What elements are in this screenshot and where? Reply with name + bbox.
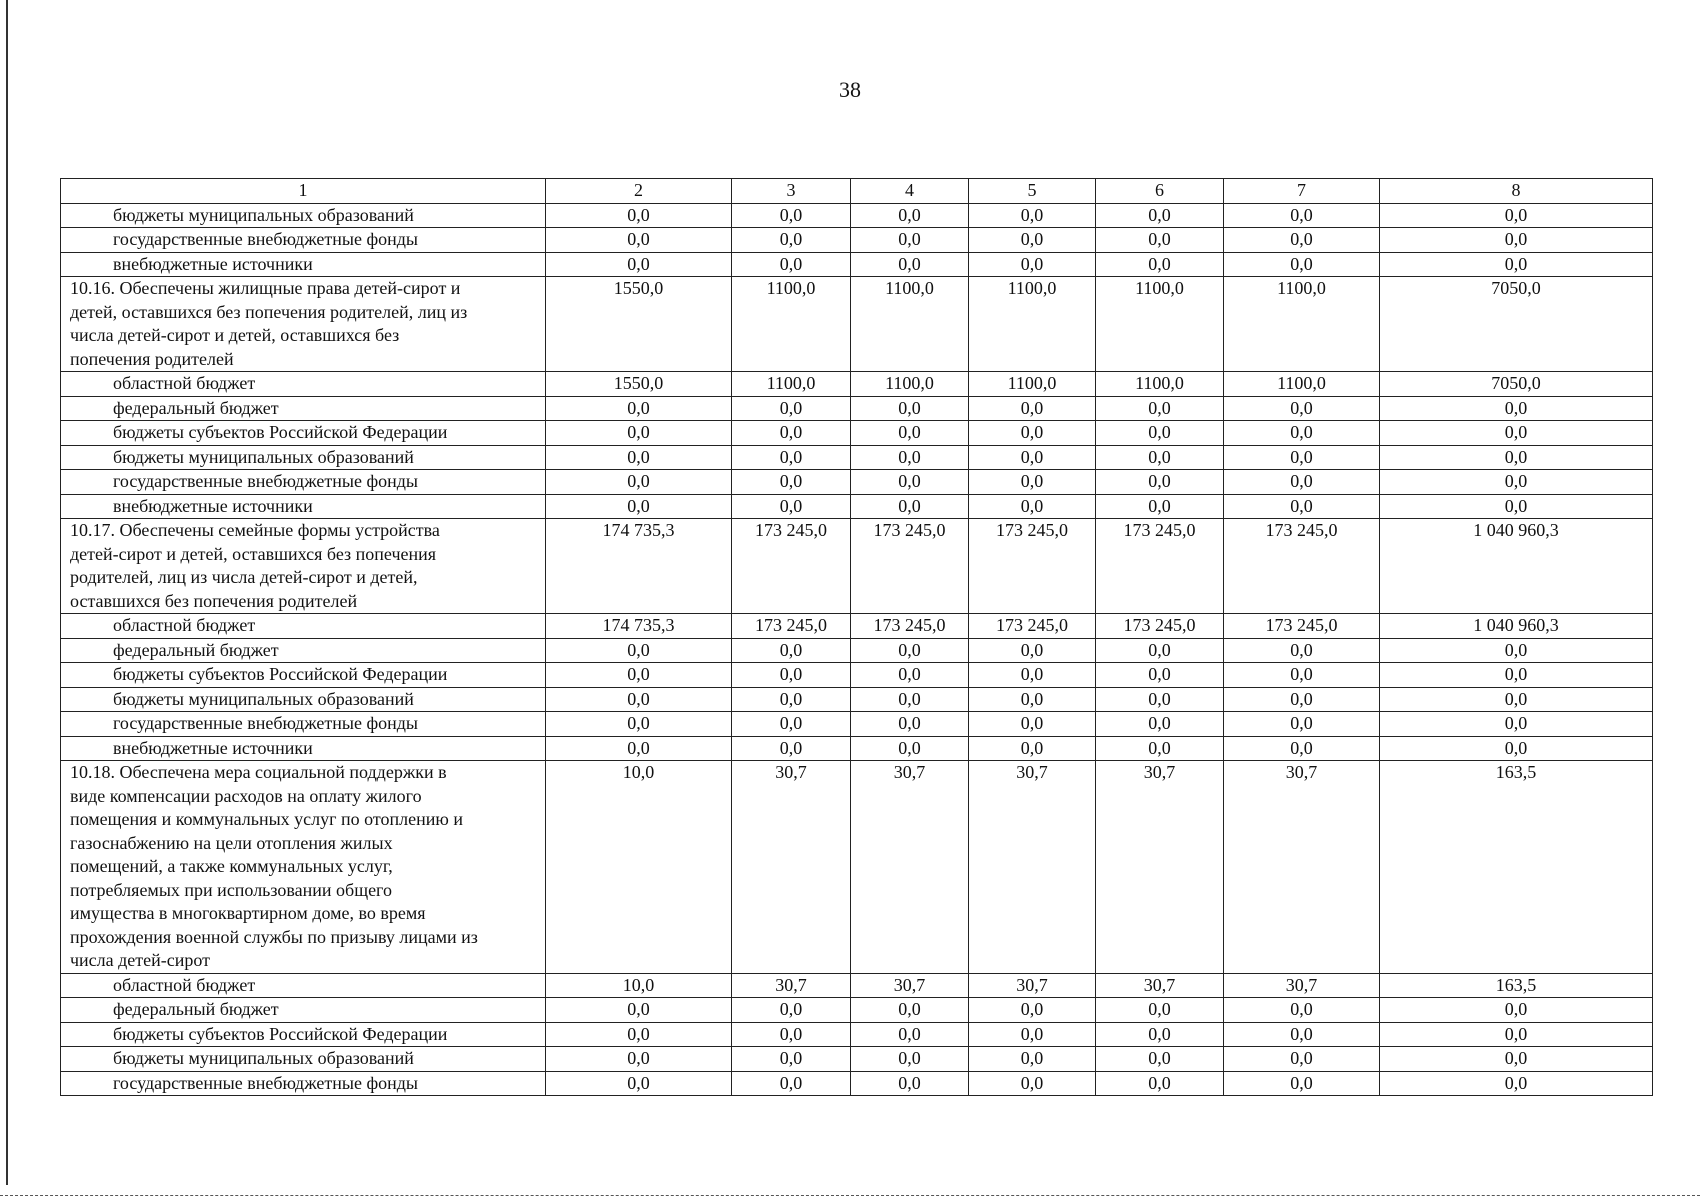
value-cell: 0,0 <box>969 736 1096 761</box>
value-cell: 0,0 <box>546 252 732 277</box>
value-cell: 30,7 <box>969 761 1096 974</box>
row-label: бюджеты субъектов Российской Федерации <box>61 421 546 446</box>
row-label: 10.17. Обеспечены семейные формы устройства детей-сирот и детей, оставшихся без попечения родителей, лиц из числа детей-сирот и детей, оставшихся без попечения родителей <box>61 519 546 614</box>
value-cell: 0,0 <box>1096 998 1224 1023</box>
value-cell: 1550,0 <box>546 277 732 372</box>
value-cell: 0,0 <box>851 228 969 253</box>
column-header: 6 <box>1096 179 1224 204</box>
column-header: 4 <box>851 179 969 204</box>
value-cell: 0,0 <box>851 663 969 688</box>
value-cell: 0,0 <box>546 445 732 470</box>
value-cell: 0,0 <box>851 1022 969 1047</box>
value-cell: 1100,0 <box>969 372 1096 397</box>
page-number: 38 <box>839 77 861 102</box>
value-cell: 0,0 <box>1224 998 1380 1023</box>
value-cell: 0,0 <box>1224 421 1380 446</box>
value-cell: 0,0 <box>851 712 969 737</box>
value-cell: 0,0 <box>732 736 851 761</box>
column-header: 5 <box>969 179 1096 204</box>
value-cell: 0,0 <box>969 638 1096 663</box>
value-cell: 173 245,0 <box>1224 614 1380 639</box>
value-cell: 0,0 <box>969 203 1096 228</box>
value-cell: 0,0 <box>1380 687 1653 712</box>
table-row-source <box>61 638 1653 663</box>
value-cell: 0,0 <box>1380 252 1653 277</box>
value-cell: 1100,0 <box>851 372 969 397</box>
value-cell: 7050,0 <box>1380 277 1653 372</box>
value-cell: 0,0 <box>851 736 969 761</box>
value-cell: 0,0 <box>732 638 851 663</box>
value-cell: 0,0 <box>1096 421 1224 446</box>
value-cell: 0,0 <box>1096 1047 1224 1072</box>
table-row-source <box>61 973 1653 998</box>
value-cell: 0,0 <box>969 445 1096 470</box>
table-row-source <box>61 712 1653 737</box>
value-cell: 0,0 <box>1224 1071 1380 1096</box>
value-cell: 1550,0 <box>546 372 732 397</box>
table-row-item <box>61 761 1653 974</box>
value-cell: 0,0 <box>546 736 732 761</box>
value-cell: 0,0 <box>732 1022 851 1047</box>
table-row-source <box>61 203 1653 228</box>
value-cell: 1100,0 <box>969 277 1096 372</box>
value-cell: 0,0 <box>1380 1071 1653 1096</box>
value-cell: 0,0 <box>732 203 851 228</box>
value-cell: 0,0 <box>1224 736 1380 761</box>
row-label: бюджеты субъектов Российской Федерации <box>61 1022 546 1047</box>
value-cell: 1 040 960,3 <box>1380 519 1653 614</box>
row-label: федеральный бюджет <box>61 396 546 421</box>
value-cell: 0,0 <box>851 421 969 446</box>
value-cell: 0,0 <box>969 421 1096 446</box>
value-cell: 173 245,0 <box>1096 519 1224 614</box>
value-cell: 30,7 <box>851 761 969 974</box>
value-cell: 0,0 <box>1380 1022 1653 1047</box>
value-cell: 0,0 <box>546 203 732 228</box>
value-cell: 0,0 <box>1096 712 1224 737</box>
row-label: бюджеты муниципальных образований <box>61 445 546 470</box>
value-cell: 0,0 <box>546 494 732 519</box>
bottom-rule <box>0 1195 1700 1196</box>
value-cell: 0,0 <box>1096 396 1224 421</box>
table-row-source <box>61 228 1653 253</box>
value-cell: 173 245,0 <box>851 519 969 614</box>
value-cell: 30,7 <box>732 973 851 998</box>
value-cell: 0,0 <box>851 396 969 421</box>
value-cell: 0,0 <box>1096 445 1224 470</box>
column-header: 2 <box>546 179 732 204</box>
value-cell: 0,0 <box>1224 203 1380 228</box>
value-cell: 0,0 <box>1096 252 1224 277</box>
value-cell: 0,0 <box>732 1071 851 1096</box>
value-cell: 0,0 <box>1380 470 1653 495</box>
value-cell: 0,0 <box>1380 396 1653 421</box>
row-label: внебюджетные источники <box>61 252 546 277</box>
value-cell: 0,0 <box>546 1071 732 1096</box>
value-cell: 1100,0 <box>851 277 969 372</box>
value-cell: 30,7 <box>969 973 1096 998</box>
row-label: 10.16. Обеспечены жилищные права детей-сирот и детей, оставшихся без попечения родителей, лиц из числа детей-сирот и детей, оставшихся без попечения родителей <box>61 277 546 372</box>
value-cell: 30,7 <box>732 761 851 974</box>
value-cell: 0,0 <box>1096 736 1224 761</box>
row-label: бюджеты муниципальных образований <box>61 687 546 712</box>
row-label: областной бюджет <box>61 614 546 639</box>
row-label: государственные внебюджетные фонды <box>61 470 546 495</box>
row-label: бюджеты субъектов Российской Федерации <box>61 663 546 688</box>
value-cell: 0,0 <box>851 998 969 1023</box>
value-cell: 0,0 <box>732 712 851 737</box>
value-cell: 0,0 <box>1224 687 1380 712</box>
value-cell: 0,0 <box>546 421 732 446</box>
value-cell: 0,0 <box>1380 638 1653 663</box>
value-cell: 173 245,0 <box>732 614 851 639</box>
value-cell: 0,0 <box>732 445 851 470</box>
value-cell: 0,0 <box>732 252 851 277</box>
value-cell: 0,0 <box>1224 494 1380 519</box>
value-cell: 174 735,3 <box>546 614 732 639</box>
value-cell: 0,0 <box>1096 638 1224 663</box>
table-row-source <box>61 252 1653 277</box>
value-cell: 0,0 <box>969 494 1096 519</box>
value-cell: 0,0 <box>851 445 969 470</box>
value-cell: 30,7 <box>851 973 969 998</box>
table-row-source <box>61 1022 1653 1047</box>
value-cell: 0,0 <box>1224 1022 1380 1047</box>
page-left-edge <box>6 0 8 1185</box>
value-cell: 0,0 <box>1224 396 1380 421</box>
row-label: федеральный бюджет <box>61 638 546 663</box>
value-cell: 173 245,0 <box>969 519 1096 614</box>
row-label: государственные внебюджетные фонды <box>61 712 546 737</box>
value-cell: 0,0 <box>1224 445 1380 470</box>
value-cell: 0,0 <box>851 638 969 663</box>
value-cell: 0,0 <box>1380 1047 1653 1072</box>
value-cell: 0,0 <box>969 712 1096 737</box>
value-cell: 0,0 <box>1224 712 1380 737</box>
value-cell: 0,0 <box>1224 1047 1380 1072</box>
value-cell: 0,0 <box>851 203 969 228</box>
row-label: федеральный бюджет <box>61 998 546 1023</box>
column-header: 7 <box>1224 179 1380 204</box>
value-cell: 1100,0 <box>1224 277 1380 372</box>
value-cell: 0,0 <box>546 998 732 1023</box>
value-cell: 0,0 <box>1224 638 1380 663</box>
value-cell: 173 245,0 <box>969 614 1096 639</box>
value-cell: 0,0 <box>1096 203 1224 228</box>
value-cell: 1100,0 <box>1096 372 1224 397</box>
value-cell: 163,5 <box>1380 973 1653 998</box>
column-header: 1 <box>61 179 546 204</box>
value-cell: 0,0 <box>546 1022 732 1047</box>
value-cell: 0,0 <box>546 228 732 253</box>
value-cell: 0,0 <box>546 1047 732 1072</box>
value-cell: 30,7 <box>1224 761 1380 974</box>
value-cell: 0,0 <box>1380 228 1653 253</box>
row-label: бюджеты муниципальных образований <box>61 203 546 228</box>
value-cell: 0,0 <box>851 494 969 519</box>
value-cell: 0,0 <box>851 470 969 495</box>
table-row-source <box>61 421 1653 446</box>
value-cell: 0,0 <box>1380 203 1653 228</box>
table-row-source <box>61 1071 1653 1096</box>
table-row-source <box>61 998 1653 1023</box>
table-row-source <box>61 396 1653 421</box>
value-cell: 0,0 <box>1096 494 1224 519</box>
table-row-source <box>61 663 1653 688</box>
value-cell: 0,0 <box>1380 494 1653 519</box>
value-cell: 0,0 <box>732 687 851 712</box>
value-cell: 0,0 <box>969 1047 1096 1072</box>
table-body <box>61 179 1653 1096</box>
value-cell: 0,0 <box>732 663 851 688</box>
value-cell: 1 040 960,3 <box>1380 614 1653 639</box>
table-row-source <box>61 470 1653 495</box>
value-cell: 0,0 <box>732 228 851 253</box>
table-row-source <box>61 687 1653 712</box>
value-cell: 0,0 <box>1380 998 1653 1023</box>
value-cell: 0,0 <box>732 1047 851 1072</box>
value-cell: 30,7 <box>1096 973 1224 998</box>
value-cell: 0,0 <box>1224 228 1380 253</box>
value-cell: 0,0 <box>851 687 969 712</box>
value-cell: 0,0 <box>732 470 851 495</box>
row-label: внебюджетные источники <box>61 494 546 519</box>
value-cell: 0,0 <box>1380 421 1653 446</box>
value-cell: 0,0 <box>969 396 1096 421</box>
value-cell: 0,0 <box>546 396 732 421</box>
value-cell: 1100,0 <box>1096 277 1224 372</box>
value-cell: 173 245,0 <box>851 614 969 639</box>
value-cell: 0,0 <box>1096 687 1224 712</box>
table-row-source <box>61 614 1653 639</box>
table-row-source <box>61 1047 1653 1072</box>
value-cell: 0,0 <box>969 998 1096 1023</box>
table-row-source <box>61 372 1653 397</box>
value-cell: 0,0 <box>1224 663 1380 688</box>
column-header: 8 <box>1380 179 1653 204</box>
value-cell: 0,0 <box>1224 470 1380 495</box>
value-cell: 0,0 <box>546 712 732 737</box>
value-cell: 7050,0 <box>1380 372 1653 397</box>
value-cell: 0,0 <box>546 638 732 663</box>
value-cell: 0,0 <box>1096 1071 1224 1096</box>
row-label: государственные внебюджетные фонды <box>61 1071 546 1096</box>
value-cell: 0,0 <box>1096 1022 1224 1047</box>
value-cell: 0,0 <box>546 663 732 688</box>
table-row-item <box>61 277 1653 372</box>
value-cell: 0,0 <box>969 252 1096 277</box>
budget-table <box>60 178 1653 1096</box>
value-cell: 0,0 <box>851 1071 969 1096</box>
value-cell: 1100,0 <box>732 372 851 397</box>
value-cell: 0,0 <box>546 687 732 712</box>
value-cell: 0,0 <box>732 421 851 446</box>
table-row-source <box>61 445 1653 470</box>
row-label: 10.18. Обеспечена мера социальной поддержки в виде компенсации расходов на оплату жилого помещения и коммунальных услуг по отоплению и газоснабжению на цели отопления жилых помещений, а также коммунальных услуг, потребляемых при использовании общего имущества в многоквартирном доме, во время прохождения военной службы по призыву лицами из числа детей-сирот <box>61 761 546 974</box>
row-label: областной бюджет <box>61 372 546 397</box>
value-cell: 0,0 <box>1096 470 1224 495</box>
value-cell: 10,0 <box>546 761 732 974</box>
value-cell: 0,0 <box>1096 228 1224 253</box>
header-row <box>61 179 1653 204</box>
table-row-source <box>61 736 1653 761</box>
value-cell: 174 735,3 <box>546 519 732 614</box>
value-cell: 0,0 <box>732 494 851 519</box>
table-row-item <box>61 519 1653 614</box>
value-cell: 0,0 <box>969 687 1096 712</box>
value-cell: 30,7 <box>1224 973 1380 998</box>
value-cell: 0,0 <box>1380 712 1653 737</box>
value-cell: 173 245,0 <box>1096 614 1224 639</box>
value-cell: 0,0 <box>1224 252 1380 277</box>
value-cell: 0,0 <box>969 663 1096 688</box>
value-cell: 1100,0 <box>732 277 851 372</box>
value-cell: 0,0 <box>851 1047 969 1072</box>
value-cell: 173 245,0 <box>732 519 851 614</box>
value-cell: 0,0 <box>851 252 969 277</box>
row-label: государственные внебюджетные фонды <box>61 228 546 253</box>
value-cell: 0,0 <box>969 1022 1096 1047</box>
value-cell: 0,0 <box>1380 736 1653 761</box>
table-row-source <box>61 494 1653 519</box>
value-cell: 0,0 <box>969 228 1096 253</box>
value-cell: 0,0 <box>1096 663 1224 688</box>
value-cell: 0,0 <box>969 1071 1096 1096</box>
value-cell: 163,5 <box>1380 761 1653 974</box>
value-cell: 0,0 <box>969 470 1096 495</box>
row-label: бюджеты муниципальных образований <box>61 1047 546 1072</box>
row-label: внебюджетные источники <box>61 736 546 761</box>
value-cell: 0,0 <box>732 998 851 1023</box>
value-cell: 0,0 <box>1380 445 1653 470</box>
column-header: 3 <box>732 179 851 204</box>
value-cell: 173 245,0 <box>1224 519 1380 614</box>
value-cell: 10,0 <box>546 973 732 998</box>
value-cell: 1100,0 <box>1224 372 1380 397</box>
value-cell: 30,7 <box>1096 761 1224 974</box>
value-cell: 0,0 <box>546 470 732 495</box>
value-cell: 0,0 <box>732 396 851 421</box>
row-label: областной бюджет <box>61 973 546 998</box>
value-cell: 0,0 <box>1380 663 1653 688</box>
